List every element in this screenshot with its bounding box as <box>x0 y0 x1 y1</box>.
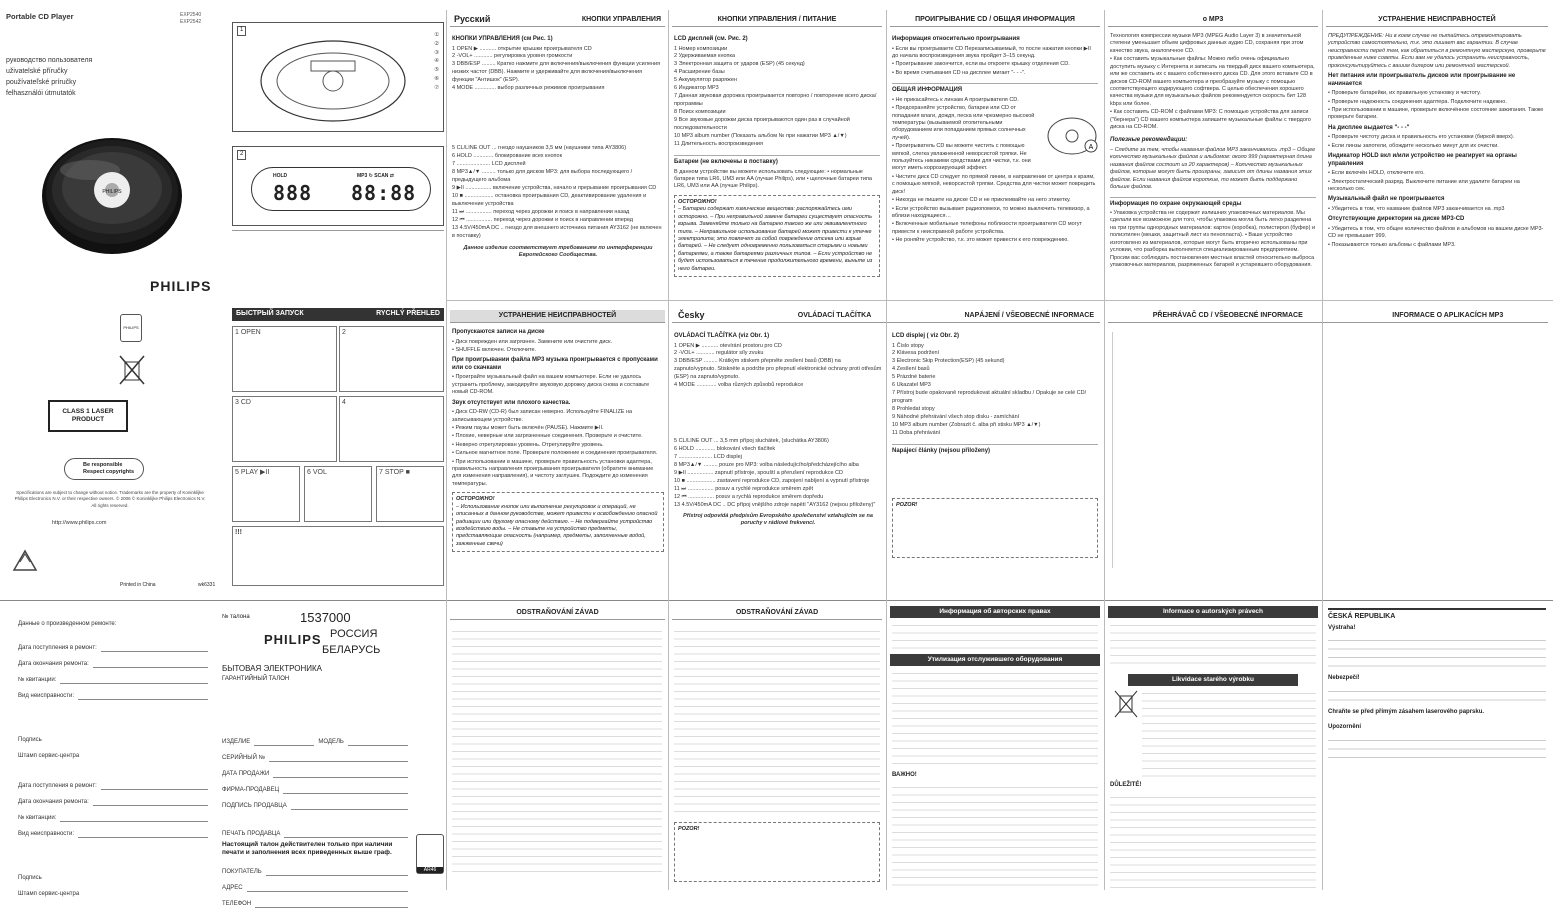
col6-header: УСТРАНЕНИЕ НЕИСПРАВНОСТЕЙ <box>1326 14 1548 27</box>
col2-header <box>450 14 665 27</box>
trouble-heading: Пропускаются записи на диске <box>452 329 545 335</box>
form-label: Дата окончания ремонта: <box>18 660 89 667</box>
step-label: 3 CD <box>235 399 251 406</box>
model: EXP2542 <box>180 19 202 25</box>
warranty-title: БЫТОВАЯ ЭЛЕКТРОНИКА <box>222 664 323 673</box>
manual-langs <box>6 56 92 99</box>
lcd-item: 9 Náhodné přehrávání všech stop disku - zamíchání <box>892 414 1020 421</box>
important-ru: ВАЖНО! <box>892 772 917 778</box>
tips-title: Полезные рекомендации: <box>1110 137 1188 144</box>
field-label: ИЗДЕЛИЕ <box>222 738 251 745</box>
trouble-item: • Режим паузы может быть включён (PAUSE). Нажмите ▶II. <box>452 424 604 431</box>
trouble-item: • Если линзы запотели, обождите несколько минут для их очистки. <box>1328 142 1499 149</box>
form-label: № квитанции: <box>18 814 57 821</box>
col4-header: ПРОИГРЫВАНИЕ CD / ОБЩАЯ ИНФОРМАЦИЯ <box>890 14 1100 27</box>
player-top-diagram <box>251 33 421 128</box>
philips-shield-icon: PHILIPS <box>120 314 142 342</box>
control-item: 8 MP3▲/▼ ......... pouze pro MP3: volba následujícího/předcházejícího alba <box>674 462 859 469</box>
trouble-item: • Убедитесь в том, что общее количество файлов и альбомов на вашем диске MP3-CD не превышает 999. <box>1328 225 1544 240</box>
step-label: 4 <box>342 399 346 406</box>
step-label: 1 OPEN <box>235 329 261 336</box>
svg-text:PHILIPS: PHILIPS <box>102 189 122 195</box>
lcd-item: 8 Поиск композиции <box>674 109 726 116</box>
form-row[interactable] <box>18 774 208 790</box>
trouble-item: • Проверьте чистоту диска и правильность его установки (биркой вверх). <box>1328 134 1515 141</box>
lcd-section-ru <box>674 33 880 277</box>
sub-heading: Napájecí články (nejsou přiloženy) <box>892 444 1098 456</box>
trouble-heading: На дисплее выдается "- - -" <box>1328 124 1410 131</box>
printed-in: Printed in China <box>120 582 156 588</box>
website-url: http://www.philips.com <box>52 520 107 526</box>
general-item: • Чистите диск CD следует по прямой линии, в направлении от центра к краям, с помощью мягкой, неворсистой тряпки. Средства для чистки может повредить диск! <box>892 173 1096 195</box>
form-row <box>18 744 208 760</box>
language-title: Русский <box>454 14 491 25</box>
quickstart-bar <box>232 308 444 321</box>
trouble-item: • SHUFFLE включен. Отключите. <box>452 346 537 353</box>
form-label: Данные о произведенном ремонте: <box>18 620 117 627</box>
lcd-time: 88:88 <box>351 181 417 205</box>
caution-title: POZOR! <box>678 826 700 832</box>
col5-header: о MP3 <box>1108 14 1318 27</box>
field-label: ДАТА ПРОДАЖИ <box>222 770 270 777</box>
recycle-icon <box>10 548 40 578</box>
spec-note: Specifications are subject to change without notice. Trademarks are the property of Koninklijke Philips Electronics N.V. or their respective owners. © 2006 © Koninklijke Philips Electronics N.V. All rights reserved. <box>14 490 206 508</box>
cert-code: AR46 <box>417 867 443 873</box>
warranty-brand: PHILIPS <box>264 632 322 647</box>
control-item: 6 HOLD ............. blokování všech tlačítek <box>674 446 776 453</box>
control-item: 13 4.5V/450mA DC .. DC přípoj vnějšího zdroje napětí "AY3162 (nejsou přiloženy)" <box>674 502 876 509</box>
manual-lang: používateľské príručky <box>6 78 77 86</box>
country-2: БЕЛАРУСЬ <box>322 644 381 656</box>
sub-heading: КНОПКИ УПРАВЛЕНИЯ (см Рис. 1) <box>452 36 553 42</box>
figure-1 <box>232 22 444 132</box>
tips-text: – Следите за тем, чтобы названия файлов MP3 заканчивались .mp3 – Общее количество музыкальных файлов и альбомов: около 999 (характерная длина названия файлов состоит из 20 характеров) – Количество музыкальных файлов, которые могут быть проиграны, зависит от длины названия этих файлов. Если названия файлов короткие, то может быть поддержано больше файлов. <box>1110 146 1316 191</box>
field-label: ТЕЛЕФОН <box>222 900 252 907</box>
repair-record-title <box>18 612 208 628</box>
laser-class-label: CLASS 1 LASER PRODUCT <box>48 400 128 432</box>
lcd-item: 3 Electronic Skip Protection(ESP) (45 sekund) <box>892 358 1005 365</box>
general-item: • Не роняйте устройство, т.к. это может привести к его повреждению. <box>892 237 1069 244</box>
control-item: 7 ...................... LCD дисплей <box>452 161 526 168</box>
trouble-item: • Показываются только альбомы с файлами MP3. <box>1328 241 1456 248</box>
form-row[interactable] <box>18 806 208 822</box>
column-divider <box>446 10 447 890</box>
exclamation-icon: !!! <box>235 529 242 536</box>
brand-logo: PHILIPS <box>150 278 212 294</box>
caution-illustration <box>232 526 444 586</box>
field-row[interactable] <box>222 778 408 794</box>
step-1 <box>232 326 337 392</box>
control-item: 11 ⏭ ................. posuv a rychlé reprodukce směrem zpět <box>674 486 814 493</box>
control-item: 13 4.5V/450mA DC .. гнездо для внешнего источника питания AY3162 (не включен в поставку) <box>452 225 662 239</box>
field-row[interactable] <box>222 746 408 762</box>
step-6 <box>304 466 372 522</box>
manual-lang: felhasználói útmutatók <box>6 89 76 97</box>
trouble-ru-header: УСТРАНЕНИЕ НЕИСПРАВНОСТЕЙ <box>450 310 665 323</box>
lcd-digits: 888 <box>273 181 313 205</box>
trouble-item: • Проиграйте музыкальный файл на вашем компьютере. Если не удалось устранить проблему, закодируйте звуковую дорожку диска снова и составьте новый CD-ROM. <box>452 374 650 396</box>
trouble-item: • Электростатический разряд. Выключите питание или удалите батареи на несколько сек. <box>1328 178 1520 192</box>
column-divider <box>1104 10 1105 890</box>
control-item: 6 HOLD ............. блокирование всех кнопок <box>452 153 563 160</box>
mp3-intro: Технология компрессии музыки MP3 (MPEG Audio Layer 3) в значительной степени уменьшает объем цифровых данных аудио CD, сохраняя при этом качество звука, аналогичное CD. <box>1110 33 1304 54</box>
lcd-item: 5 Prázdné baterie <box>892 374 936 381</box>
step-5 <box>232 466 300 522</box>
step-2 <box>339 326 444 392</box>
info-item: • Если вы проигрываете CD Перезаписываемый, то после нажатия кнопки ▶II до начала воспроизведения звука пройдет 3–15 секунд. <box>892 45 1091 59</box>
odstr-header-2: ODSTRAŇOVÁNÍ ZÁVAD <box>672 607 882 620</box>
trouble-item: • Диск CD-RW (CD-R) был записан неверно. Используйте FINALIZE на записывающем устройстве. <box>452 409 633 423</box>
info-item: • Во время считывания CD на дисплее мигает "- - -". <box>892 69 1026 76</box>
caution-box <box>674 195 880 277</box>
trouble-heading: Музыкальный файл не проигрывается <box>1328 196 1445 203</box>
step-label: 6 VOL <box>307 469 327 476</box>
section-title: INFORMACE O APLIKACÍCH MP3 <box>1392 311 1504 319</box>
sub-heading: LCD displej ( viz Obr. 2) <box>892 333 960 339</box>
svg-text:A: A <box>1088 144 1094 151</box>
cz-mp3-text <box>1330 332 1545 568</box>
laser-warning: Chraňte se před přímým zásahem laserového paprsku. <box>1328 708 1485 715</box>
form-row[interactable] <box>18 636 208 652</box>
form-row <box>18 866 208 882</box>
repair-records <box>18 612 208 898</box>
trouble-heading: Отсутствующие директории на диске MP3-CD <box>1328 216 1465 223</box>
lcd-item: 11 Длительность воспроизведения <box>674 141 763 148</box>
lens-illustration <box>1045 112 1100 157</box>
model: EXP2540 <box>180 12 202 18</box>
lcd-item: 6 Ukazatel MP3 <box>892 382 931 389</box>
field-label: ПОКУПАТЕЛЬ <box>222 868 262 875</box>
cz-laser-section <box>1328 608 1546 762</box>
sub-heading: LCD дисплей (см. Рис. 2) <box>674 36 748 42</box>
form-label: Вид неисправности: <box>18 692 75 699</box>
caution-title: ОСТОРОЖНО! <box>678 198 717 205</box>
field-label: ФИРМА-ПРОДАВЕЦ <box>222 786 280 793</box>
trouble-item: • Убедитесь в том, что название файлов MP3 заканчивается на .mp3 <box>1328 205 1505 212</box>
control-item: 3 DBB/ESP ......... Krátkým stiskem přepněte zesílení basů (DBB) na zapnuto/vypnuto. Stiskněte a podržte pro přepnutí elektronické ochrany proti otřesům (ESP) na zapnuto/vypnuto. <box>674 358 882 381</box>
trouble-item: • Проверьте надежность соединения адаптера. Подключите надежно. <box>1328 98 1507 105</box>
controls-ru <box>452 33 664 261</box>
form-row[interactable] <box>18 822 208 838</box>
lcd-item: 6 Индикатор MP3 <box>674 85 719 92</box>
env-text: • Упаковка устройства не содержит излишних упаковочных материалов. Мы сделали все возможное для того, чтобы упаковка могла быть легко разделена на три группы однородных материалов: картон (коробка), полистирол (буфер) и полиэтилен (мешки, защитный лист из пенопласта). • Ваше устройство изготовлено из материалов, которые могут быть вторично использованы при условии, что разборка выполняется специализированным предприятием. Просим вас соблюдать постановления местных властей относительно выброса упаковочных материалов, разряженных батарей и устаревшего оборудования. <box>1110 210 1316 268</box>
mp3-bullet: • Как составить музыкальные файлы: Можно либо очень официально доступить музыку с Интернета и записать на твердый диск вашего компьютера, или же составить их с вашего собственного диска CD. Для этого вставьте CD в дисков CD-ROM вашего компьютера и преобразуйте музыку с помощью соответствующего кодирующего софтвера. С целью обеспечения хорошего качества музыки для музыкальных файлов рекомендуется скорость бит 128 kbps или более. <box>1110 56 1315 107</box>
form-label: Штамп сервис-центра <box>18 752 80 759</box>
figure-number: 1 <box>237 26 246 36</box>
caution-text: – Батареи содержат химические вещества: распоряжайтесь ими осторожно. – При неправильной замене батареи существует опасность взрыва. Заменяйте только на батарею такого же или эквивалентного типа. – Неправильное использование батарей может привести к утечке электролита; это повлечет за собой повреждение отсека или взрыв батарей. – Не следует одновременно пользоваться старыми и новыми батареями, а также батареями различных типов. – Если устройство не будет использоваться в течение продолжительного времени, выньте из него батареи. <box>678 206 873 272</box>
field-row[interactable] <box>222 876 408 892</box>
control-item: 8 MP3▲/▼ ......... только для дисков MP3: для выбора последующего / предыдущего альбома <box>452 169 633 184</box>
control-item: 9 ▶II ................. zapnutí přístroje, spouští a přerušení reprodukce CD <box>674 470 843 477</box>
crossed-bin-icon <box>118 354 146 386</box>
control-item: 5 CL/LINE OUT ... 3,5 mm přípoj sluchátek, (sluchátka AY3806) <box>674 438 829 445</box>
control-item: 1 OPEN ▶ ........... otevírání prostoru pro CD <box>674 342 782 349</box>
form-row[interactable] <box>18 684 208 700</box>
symbols-panel <box>14 300 224 600</box>
step-3 <box>232 396 337 462</box>
field-row[interactable] <box>222 892 408 908</box>
warranty-subtitle: ГАРАНТИЙНЫЙ ТАЛОН <box>222 676 290 682</box>
lcd-item: 7 Данная звуковая дорожка проигрывается повторно / повторение всего диска/программы <box>674 93 877 108</box>
control-item: 4 MODE .............. выбор различных режимов проигрывания <box>452 85 605 92</box>
copyright-ru-text <box>892 620 1098 650</box>
column-divider <box>668 10 669 890</box>
lcd-item: 9 Все звуковые дорожки диска проигрываются один раз в случайной последовательности <box>674 117 850 132</box>
trouble-item: • Проверьте батарейки, их правильную установку и чистоту. <box>1328 90 1481 97</box>
lcd-item: 2 Klávesa podržení <box>892 350 940 357</box>
lcd-item: 4 Расширение базы <box>674 69 725 76</box>
caution-box <box>452 492 664 552</box>
manual-lang: руководство пользователя <box>6 57 93 64</box>
form-label: Подпись <box>18 736 42 743</box>
disposal-cz-text <box>1142 688 1316 778</box>
lcd-item: 10 MP3 album number (Zobrazit č. alba při stisku MP3 ▲/▼) <box>892 422 1041 429</box>
sub-heading: Информация по охране окружающей среды <box>1110 197 1316 209</box>
talon-label: № талона <box>222 614 250 620</box>
control-item: 10 ■ ................... остановка проигрывания CD, деактивирование удаления и выключение устройства <box>452 193 647 208</box>
field-row[interactable] <box>222 860 408 876</box>
field-label: АДРЕС <box>222 884 243 891</box>
lcd-item: 10 MP3 album number (Показать альбом № при нажатии MP3 ▲/▼) <box>674 133 847 140</box>
warranty-fields <box>222 730 408 908</box>
odstr-text-1 <box>452 626 662 888</box>
cd-player-image <box>30 120 200 260</box>
controls-cz <box>674 330 882 529</box>
sub-heading: OVLÁDACÍ TLAČÍTKA (viz Obr. 1) <box>674 333 770 339</box>
section-title: OVLÁDACÍ TLAČÍTKA <box>797 311 872 319</box>
trouble-item: • Диск поврежден или загрязнен. Замените или очистите диск. <box>452 338 613 345</box>
country-heading: ČESKÁ REPUBLIKA <box>1328 608 1546 622</box>
figure-number: 2 <box>237 150 246 160</box>
step-4 <box>339 396 444 462</box>
cz-player-text <box>1112 332 1317 568</box>
trouble-item: • При использовании в машине, проверьте правильность установки адаптера, правильность направления проигрывания проигрывателя (обратите внимание для изменения направления), и чистоту заглушек. Подождите до изменения температуры. <box>452 458 654 487</box>
form-label: Подпись <box>18 874 42 881</box>
figure-2 <box>232 146 444 226</box>
quickstart-grid <box>232 326 444 586</box>
important-ru-text <box>892 782 1098 890</box>
lcd-item: 11 Doba přehrávání <box>892 430 941 437</box>
warranty-card <box>222 608 446 907</box>
section-title: КНОПКИ УПРАВЛЕНИЯ <box>581 15 661 23</box>
form-row[interactable] <box>18 790 208 806</box>
talon-number: 1537000 <box>300 610 351 625</box>
copyright-cz-header: Informace o autorských právech <box>1108 606 1318 618</box>
warning-intro: ПРЕДУПРЕЖДЕНИЕ: Ни в коем случае не пытайтесь отремонтировать устройство самостоятельно, т.к. это лишает вас гарантии. В случае неисправности перед тем, как обратиться в ремонтную мастерскую, проверьте приведенные ниже советы. Если вам не удалось устранить неисправность, проконсультируйтесь с вашим дилером или ремонтной мастерской. <box>1328 33 1546 69</box>
step-label: 5 PLAY ▶II <box>235 469 270 476</box>
column-divider <box>1322 10 1323 890</box>
lcd-item: 3 Электронная защита от ударов (ESP) (45 секунд) <box>674 61 805 68</box>
control-item: 1 OPEN ▶ ........... открытие крышки проигрывателя CD <box>452 45 592 52</box>
trouble-ru <box>452 326 664 552</box>
mp3-bullet: • Как составить CD-ROM с файлами MP3: С помощью устройства для записи ("бернера") CD вашего компьютера запишите музыкальные файлы с твердого диска на CD-ROM. <box>1110 109 1311 131</box>
lcd-hold-label: HOLD <box>273 173 288 179</box>
mp3-ru <box>1110 33 1316 270</box>
notice-heading: Upozornění <box>1328 724 1361 731</box>
section-title: NAPÁJENÍ / VŠEOBECNÉ INFORMACE <box>964 311 1094 319</box>
lcd-mp3-label: MP3 ↻ SCAN ⇄ <box>357 173 394 179</box>
form-row[interactable] <box>18 652 208 668</box>
disposal-cz-header: Likvidace starého výrobku <box>1128 674 1298 686</box>
trouble-heading: Звук отсутствует или плохого качества. <box>452 399 571 406</box>
field-label: МОДЕЛЬ <box>318 738 344 745</box>
lcd-item: 8 Prohledat stopy <box>892 406 935 413</box>
caution-box <box>892 498 1098 558</box>
callout-numbers: ① ② ③ ④ ⑤ ⑥ ⑦ <box>434 32 439 91</box>
control-item: 7 ...................... LCD displej <box>674 454 742 461</box>
field-row[interactable] <box>222 730 408 746</box>
important-cz-text <box>1110 792 1316 890</box>
general-item: • Предохраняйте устройство, батареи или CD от попадания влаги, дождя, песка или чрезмерно высокой температуры (вызываемой отопительными оборудованием или попаданием прямых солнечных лучей). <box>892 105 1035 141</box>
danger-heading: Nebezpečí! <box>1328 675 1360 682</box>
trouble-item: • Плохие, неверные или загрязненные соединения. Проверьте и очистите. <box>452 433 643 440</box>
sub-heading: Батареи (не включены в поставку) <box>674 155 880 167</box>
ec-note: Данное изделие соответствует требованиям по интерференции Европейского Сообщества. <box>463 244 653 259</box>
lcd-item: 4 Zesílení basů <box>892 366 930 373</box>
field-row[interactable] <box>222 762 408 778</box>
doc-code: wk6331 <box>198 582 216 588</box>
general-item: • Если устройство вызывает радиопомехи, то можно выключить телевизор, а вблизи находящиеся… <box>892 205 1090 220</box>
lcd-item: 2 Удерживаемая кнопка <box>674 53 736 60</box>
control-item: 4 MODE ............. volba různých způsobů reprodukce <box>674 382 804 389</box>
general-item: • Не прикасайтесь к линзам A проигрывателя CD. <box>892 96 1019 103</box>
caution-text: – Использование кнопок или выполнение регулировок и операций, не описанных в данном руководстве, может привести к освобождению опасной радиации или другому опасному действию. – Не подвергайте устройство воздействию воды. – Не ставьте на устройство предметы, представляющие опасность (например, предметы, заполненные водой, зажженные свечи) <box>456 503 658 547</box>
caution-title: POZOR! <box>896 501 918 508</box>
odstr-header-1: ODSTRAŇOVÁNÍ ZÁVAD <box>450 607 665 620</box>
field-label: СЕРИЙНЫЙ № <box>222 754 266 761</box>
model-list <box>180 12 201 26</box>
lcd-item: 1 Номер композиции <box>674 45 728 52</box>
control-item: 11 ⏭ ................. переход через дорожки и поиск в направлении назад <box>452 209 630 216</box>
trouble-heading: При проигрывании файла MP3 музыка проигрывается с пропусками или со скачками <box>452 357 658 371</box>
row-divider <box>446 300 1553 301</box>
product-title: Portable CD Player <box>6 12 74 21</box>
form-label: Дата окончания ремонта: <box>18 798 89 805</box>
field-label: ПОДПИСЬ ПРОДАВЦА <box>222 802 287 809</box>
battery-text: В данном устройстве вы можете использовать следующие: • нормальные батареи типа LR6, UM3 или AA (лучше Philips), или • щелочные батареи типа LR6, UM3 или AA (лучше Philips). <box>674 168 872 190</box>
sub-heading: Информация относительно проигрывания <box>892 36 1020 42</box>
trouble-heading: Нет питания или проигрыватель дисков или проигрывание не начинается <box>1328 73 1516 87</box>
validity-note: Настоящий талон действителен только при наличии печати и заполнения всех приведенных выше граф. <box>222 841 393 857</box>
control-item: 12 ⏮ ................. posuv a rychlá reprodukce směrem dopředu <box>674 494 824 501</box>
field-row[interactable] <box>222 822 408 838</box>
troubleshoot-ru <box>1328 33 1546 250</box>
manual-lang: uživatelské příručky <box>6 67 68 75</box>
field-label: ПЕЧАТЬ ПРОДАВЦА <box>222 830 281 837</box>
control-item: 12 ⏮ ................. переход через дорожки и поиск в направлении вперед <box>452 217 633 224</box>
lcd-item: 1 Číslo stopy <box>892 342 924 349</box>
country-1: РОССИЯ <box>330 628 378 640</box>
copyright-cz-text <box>1110 620 1316 670</box>
important-cz: DŮLEŽITÉ! <box>1110 782 1142 788</box>
trouble-item: • При использовании в машине, проверьте включённое состояние зажигания. Также проверьте батареи. <box>1328 106 1544 121</box>
trouble-item: • Сильное магнитное поле. Проверьте положение и соединения проигрывателя. <box>452 450 658 457</box>
control-item: 3 DBB/ESP ......... Кратко нажмите для включения/выключения функции усиления низких частот (DBB). Нажмите и удерживайте для включения/выключения функции "Антишок" (ESP). <box>452 61 661 84</box>
quickstart-ru: БЫСТРЫЙ ЗАПУСК <box>236 310 304 318</box>
sub-heading: ОБЩАЯ ИНФОРМАЦИЯ <box>892 83 1098 95</box>
cz-header-b <box>1108 310 1548 323</box>
control-item: 2 -VOL+ ............ регулировка уровня громкости <box>452 53 573 60</box>
general-item: • Никогда не пишите на диске CD и не приклеивайте на него этикетку. <box>892 197 1071 204</box>
form-row[interactable] <box>18 668 208 684</box>
copyright-ru-header: Информация об авторских правах <box>890 606 1100 618</box>
form-label: Дата поступления в ремонт: <box>18 782 97 789</box>
step-label: 2 <box>342 329 346 336</box>
form-label: Штамп сервис-центра <box>18 890 80 897</box>
field-row[interactable] <box>222 794 408 810</box>
form-label: № квитанции: <box>18 676 57 683</box>
trouble-item: • Неверно отрегулирован уровень. Отрегулируйте уровень. <box>452 441 604 448</box>
quickstart-cz: RYCHLÝ PŘEHLED <box>376 310 440 318</box>
column-divider <box>886 10 887 890</box>
disposal-ru-text <box>892 668 1098 768</box>
step-7 <box>376 466 444 522</box>
general-item: • Включенные мобильные телефоны поблизости проигрывателя CD могут привести к неисправной работе устройства. <box>892 221 1082 235</box>
caution-box <box>674 822 880 882</box>
form-label: Дата поступления в ремонт: <box>18 644 97 651</box>
control-item: 10 ■ ................... zastavení reprodukce CD, zapojení nabíjení a vypnutí přístroje <box>674 478 870 485</box>
control-item: 5 CL/LINE OUT ... гнездо наушников 3,5 мм (наушники типа AY3806) <box>452 145 627 152</box>
trouble-item: • Если включён HOLD, отключите его. <box>1328 170 1425 177</box>
col3-header: КНОПКИ УПРАВЛЕНИЯ / ПИТАНИЕ <box>672 14 882 27</box>
form-row <box>18 882 208 898</box>
disposal-ru-header: Утилизация отслужившего оборудования <box>890 654 1100 666</box>
caution-title: ОСТОРОЖНО! <box>456 496 495 503</box>
copyright-badge: Be responsible Respect copyrights <box>64 458 144 480</box>
lcd-item: 7 Přístroj bude opakovaně reprodukovat aktuální skladbu / Opakuje se celé CD/ program <box>892 390 1087 405</box>
form-row <box>18 728 208 744</box>
crossed-bin-icon <box>1114 690 1138 718</box>
certification-mark-icon <box>416 834 444 874</box>
trouble-heading: Индикатор HOLD вкл и/или устройство не реагирует на органы управления <box>1328 153 1517 167</box>
section-title: PŘEHRÁVAČ CD / VŠEOBECNÉ INFORMACE <box>1152 311 1303 319</box>
control-item: 9 ▶II ................. включение устройства, начало и прерывание проигрывания CD <box>452 185 657 192</box>
language-title: Česky <box>678 310 705 321</box>
step-label: 7 STOP ■ <box>379 469 410 476</box>
info-item: • Проигрывание закончится, если вы откроете крышку отделения CD. <box>892 61 1070 68</box>
control-item: 2 -VOL+ ............ regulátor síly zvuku <box>674 350 764 357</box>
odstr-text-2 <box>674 626 880 888</box>
form-label: Вид неисправности: <box>18 830 75 837</box>
lcd-cz <box>892 330 1098 558</box>
general-item: • Проигрыватель CD вы можете чистить с помощью мягкой, слегка увлажненной неворсистой тряпки. Не пользуйтесь никакими средствами для чистки, т.к. они могут иметь коррозирующий эффект. <box>892 143 1031 172</box>
warning-heading: Výstraha! <box>1328 624 1356 631</box>
ec-note: Přístroj odpovídá předpisům Evropského společenství vztahujícím se na poruchy v rádiové frekvenci. <box>683 513 873 527</box>
lcd-item: 5 Аккумулятор разряжен <box>674 77 737 84</box>
